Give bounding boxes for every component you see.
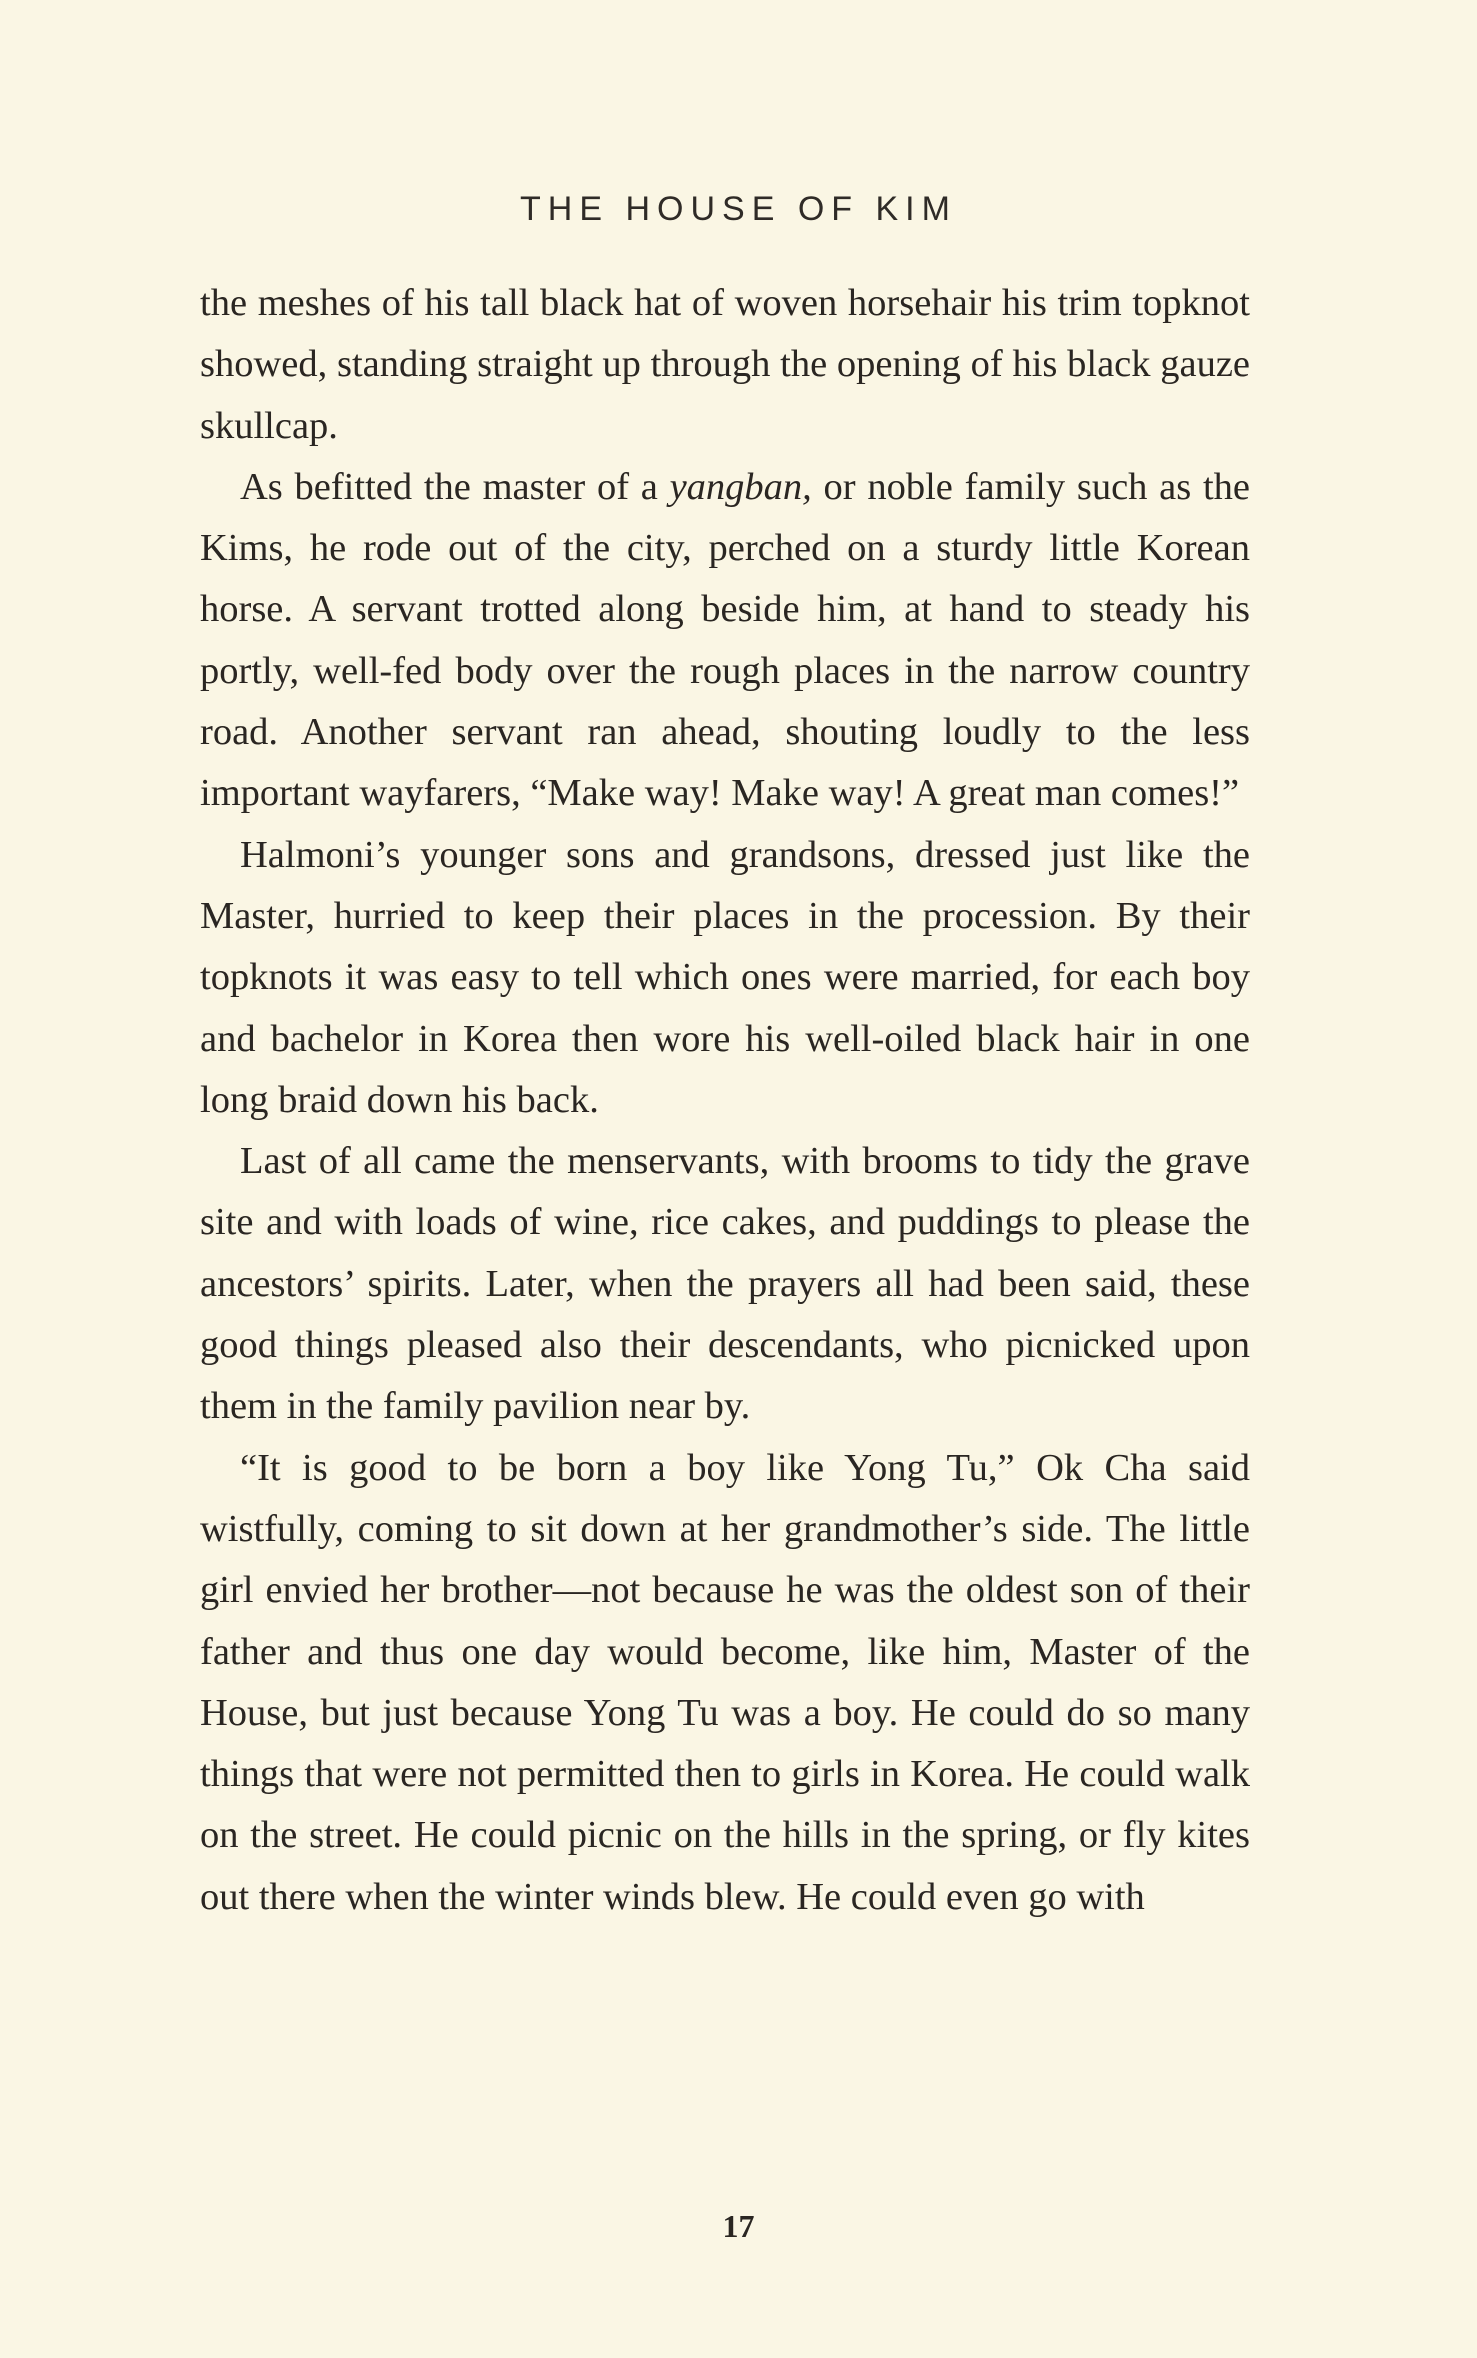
paragraph-text: As befitted the master of a (240, 465, 670, 508)
paragraph-text: “It is good to be born a boy like Yong Tu,” Ok Cha said wistfully, coming to sit down at her grandmother’s side. The little girl envied her brother—not because he was the oldest son of their father and thus one day would become, like him, Master of the House, but just because Yong Tu was a boy. He could do so many things that were not permitted then to girls in Korea. He could walk on the street. He could picnic on the hills in the spring, or fly kites out there when the winter winds blew. He could even go with (200, 1446, 1250, 1918)
page-number: 17 (722, 2208, 755, 2244)
paragraph-3 (200, 825, 1250, 1131)
paragraph-2 (200, 457, 1250, 825)
paragraph-1 (200, 273, 1250, 457)
paragraph-text-continued: or noble family such as the Kims, he rode out of the city, perched on a sturdy little Korean horse. A servant trotted along beside him, at hand to steady his portly, well-fed body over the rough places in the narrow country road. Another servant ran ahead, shouting loudly to the less important wayfarers, “Make way! Make way! A great man comes!” (200, 465, 1250, 815)
paragraph-5 (200, 1438, 1250, 1928)
italic-term: yangban, (669, 465, 812, 508)
paragraph-text: the meshes of his tall black hat of woven horsehair his trim topknot showed, standing straight up through the opening of his black gauze skullcap. (200, 282, 1250, 447)
running-title: THE HOUSE OF KIM (520, 190, 957, 228)
paragraph-text: Last of all came the menservants, with brooms to tidy the grave site and with loads of wine, rice cakes, and puddings to please the ancestors’ spirits. Later, when the prayers all had been said, these good things pleased also their descendants, who picnicked upon them in the family pavilion near by. (200, 1140, 1250, 1428)
body-text (200, 273, 1250, 1928)
paragraph-text: Halmoni’s younger sons and grandsons, dressed just like the Master, hurried to keep their places in the procession. By their topknots it was easy to tell which ones were married, for each boy and bachelor in Korea then wore his well-oiled black hair in one long braid down his back. (200, 833, 1250, 1121)
paragraph-4 (200, 1131, 1250, 1437)
